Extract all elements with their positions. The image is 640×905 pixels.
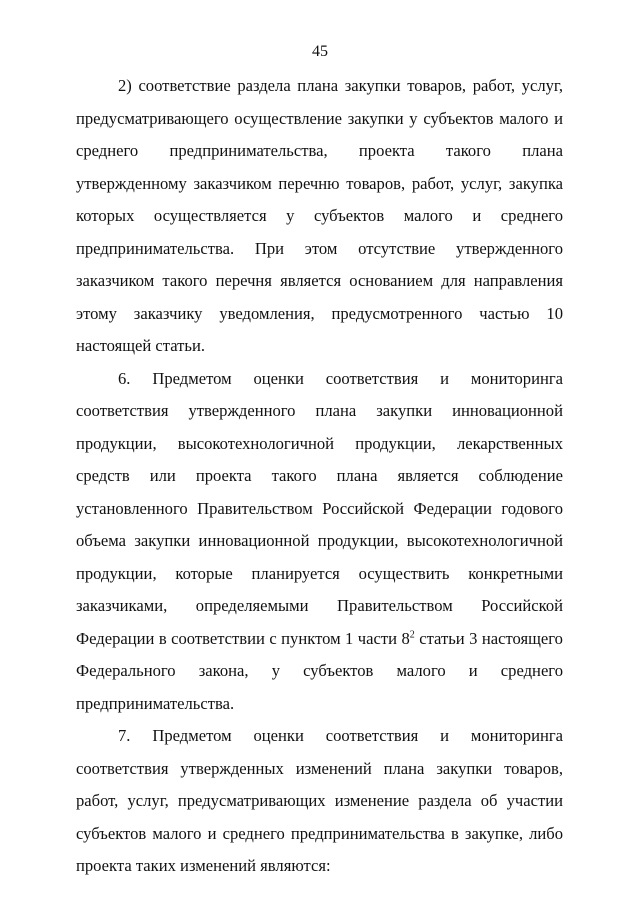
page-number: 45 — [312, 43, 328, 60]
paragraph-item-2: 2) соответствие раздела плана закупки товаров, работ, услуг, предусматривающего осуществление закупки у субъектов малого и среднего предпринимательства, проекта такого плана утвержденному заказчиком перечню товаров, работ, услуг, закупка которых осуществляется у субъектов малого и среднего предпринимательства. При этом отсутствие утвержденного заказчиком такого перечня является основанием для направления этому заказчику уведомления, предусмотренного частью 10 настоящей статьи. — [76, 76, 563, 355]
document-body — [76, 70, 563, 883]
paragraph-section-6-text-end: статьи 3 настоящего Федерального закона, у субъектов малого и среднего предпринимательства. — [76, 628, 563, 713]
paragraph-section-6 — [76, 363, 563, 721]
paragraph-section-6-text: 6. Предметом оценки соответствия и мониторинга соответствия утвержденного плана закупки инновационной продукции, высокотехнологичной продукции, лекарственных средств или проекта такого плана является соблюдение установленного Правительством Российской Федерации годового объема закупки инновационной продукции, высокотехнологичной продукции, которые планируется осуществить конкретными заказчиками, определяемыми Правительством Российской Федерации в соответствии с пунктом 1 части 8 — [76, 368, 563, 648]
superscript-index: 2 — [409, 628, 415, 640]
paragraph-section-7: 7. Предметом оценки соответствия и мониторинга соответствия утвержденных изменений плана закупки товаров, работ, услуг, предусматривающих изменение раздела об участии субъектов малого и среднего предпринимательства в закупке, либо проекта таких изменений являются: — [76, 726, 563, 875]
